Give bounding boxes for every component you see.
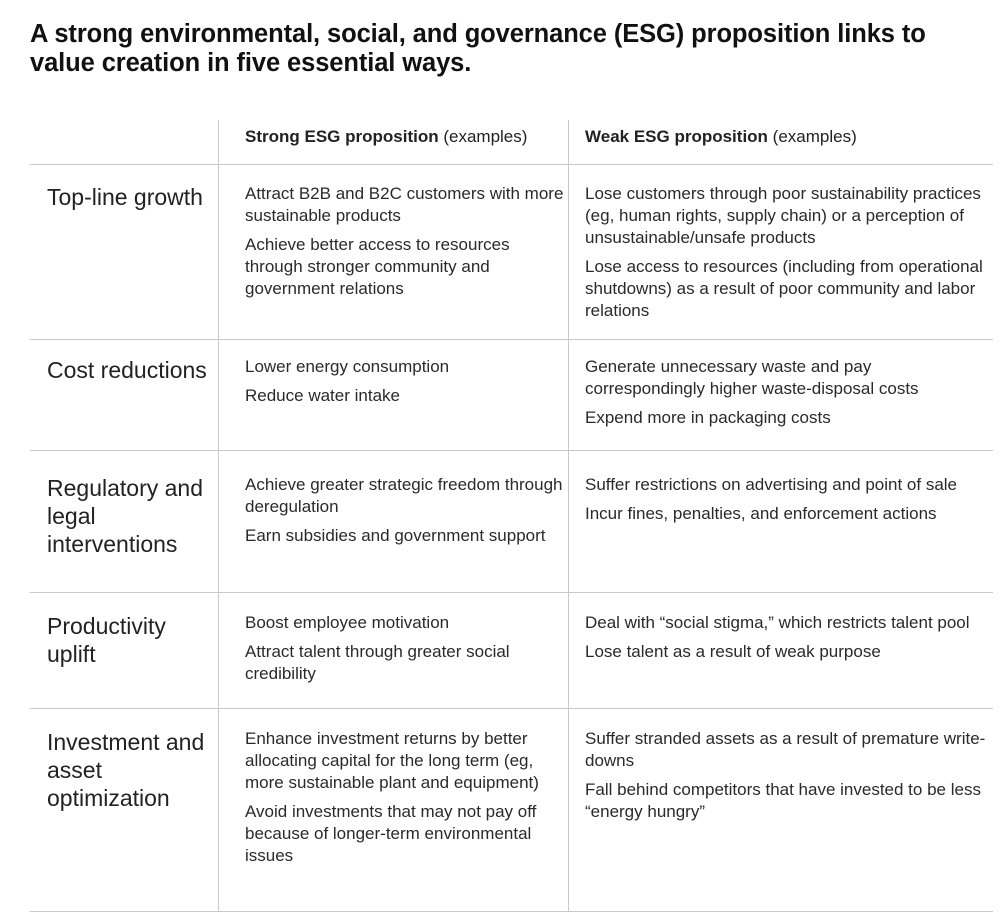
header-strong: [218, 120, 568, 164]
strong-items: [218, 593, 568, 708]
row-label: Productivity uplift: [47, 613, 166, 667]
header-weak-rest: (examples): [767, 127, 857, 146]
strong-items: [218, 709, 568, 911]
weak-items: [568, 593, 993, 708]
header-weak-bold: Weak ESG proposition: [585, 127, 768, 146]
list-item: Lose access to resources (including from operational shutdowns) as a result of poor community and labor relations: [585, 257, 983, 320]
list-item: Suffer restrictions on advertising and point of sale: [585, 475, 958, 494]
table-row: [30, 593, 993, 709]
list-item: Lose customers through poor sustainability practices (eg, human rights, supply chain) or a perception of unsustainable/unsafe products: [585, 184, 981, 247]
weak-items: [568, 340, 993, 450]
table-row: [30, 165, 993, 340]
table-header: [30, 120, 993, 165]
list-item: Fall behind competitors that have invested to be less “energy hungry”: [585, 780, 981, 821]
list-item: Generate unnecessary waste and pay correspondingly higher waste-disposal costs: [585, 357, 919, 398]
header-strong-bold: Strong ESG proposition: [245, 127, 439, 146]
list-item: Lose talent as a result of weak purpose: [585, 642, 881, 661]
list-item: Deal with “social stigma,” which restricts talent pool: [585, 613, 970, 632]
list-item: Suffer stranded assets as a result of premature write-downs: [585, 729, 986, 770]
row-label: Cost reductions: [47, 357, 207, 383]
weak-items: [568, 451, 993, 592]
list-item: Reduce water intake: [245, 386, 400, 405]
list-item: Incur fines, penalties, and enforcement actions: [585, 504, 937, 523]
table-row: [30, 451, 993, 593]
esg-table: [30, 120, 993, 912]
page-title: A strong environmental, social, and governance (ESG) proposition links to value creation in five essential ways.: [30, 20, 926, 77]
strong-items: [218, 451, 568, 592]
strong-items: [218, 340, 568, 450]
table-row: [30, 709, 993, 912]
list-item: Enhance investment returns by better allocating capital for the long term (eg, more sustainable plant and equipment): [245, 729, 539, 792]
header-weak: [568, 120, 993, 164]
weak-items: [568, 709, 993, 911]
list-item: Avoid investments that may not pay off because of longer-term environmental issues: [245, 802, 537, 865]
list-item: Boost employee motivation: [245, 613, 450, 632]
list-item: Lower energy consumption: [245, 357, 450, 376]
header-strong-rest: (examples): [438, 127, 528, 146]
weak-items: [568, 165, 993, 339]
header-empty-cell: [30, 120, 218, 164]
list-item: Earn subsidies and government support: [245, 526, 546, 545]
list-item: Achieve greater strategic freedom through deregulation: [245, 475, 563, 516]
strong-items: [218, 165, 568, 339]
row-label: Investment and asset optimization: [47, 729, 205, 811]
list-item: Expend more in packaging costs: [585, 408, 831, 427]
list-item: Attract talent through greater social credibility: [245, 642, 510, 683]
list-item: Attract B2B and B2C customers with more sustainable products: [245, 184, 564, 225]
row-label: Top-line growth: [47, 184, 203, 210]
row-label: Regulatory and legal interventions: [47, 475, 203, 557]
list-item: Achieve better access to resources through stronger community and government relations: [245, 235, 510, 298]
table-row: [30, 340, 993, 451]
